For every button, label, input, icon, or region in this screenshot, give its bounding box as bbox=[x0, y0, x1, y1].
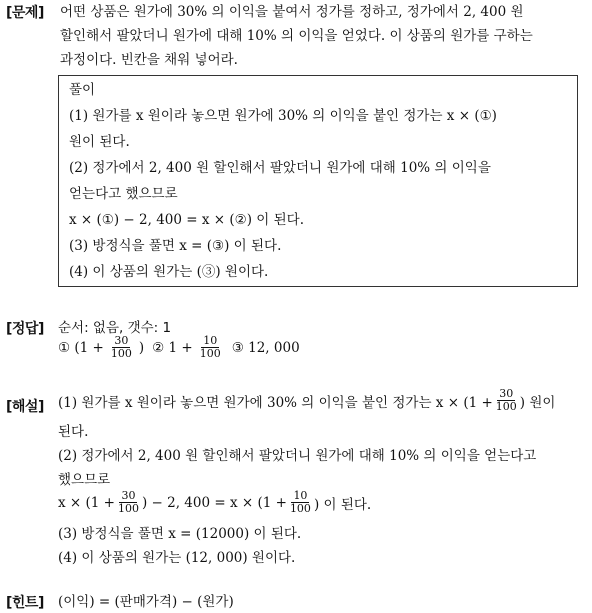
explanation-line-6: (3) 방정식을 풀면 x = (12000) 이 된다. bbox=[58, 526, 302, 542]
box-line-4: (2) 정가에서 2, 400 원 할인해서 팔았더니 원가에 대해 10% 의 이익을 bbox=[69, 160, 491, 176]
answer-1-num: 30 bbox=[114, 334, 129, 347]
answer-2-den: 100 bbox=[199, 347, 221, 360]
answer-2-pre: ② 1 + bbox=[152, 339, 193, 356]
box-line-6: x × (①) − 2, 400 = x × (②) 이 된다. bbox=[69, 212, 305, 228]
explanation-tag: [해설] bbox=[6, 399, 44, 415]
explanation-line-4: 했으므로 bbox=[58, 472, 111, 488]
explanation-line-5 bbox=[58, 490, 371, 515]
explanation-line-1-fraction bbox=[494, 388, 519, 413]
box-line-8: (4) 이 상품의 원가는 (③) 원이다. bbox=[69, 264, 269, 280]
explanation-line-1-den: 100 bbox=[495, 400, 517, 413]
answer-3: ③ 12, 000 bbox=[231, 339, 300, 356]
explanation-line-5-num-2: 10 bbox=[293, 489, 308, 502]
answer-1-den: 100 bbox=[110, 347, 132, 360]
explanation-line-5-num-1: 30 bbox=[121, 489, 136, 502]
answer-2-num: 10 bbox=[203, 334, 218, 347]
problem-line-3: 과정이다. 빈칸을 채워 넣어라. bbox=[60, 52, 238, 68]
explanation-line-5-post: ) 이 된다. bbox=[313, 496, 372, 513]
box-line-7: (3) 방정식을 풀면 x = (③) 이 된다. bbox=[69, 238, 282, 254]
answer-1-fraction bbox=[109, 335, 134, 360]
explanation-line-1-pre: (1) 원가를 x 원이라 놓으면 원가에 30% 의 이익을 붙인 정가는 x × (1 + bbox=[58, 394, 493, 411]
explanation-line-1 bbox=[58, 388, 555, 413]
answer-1-pre: ① (1 + bbox=[58, 339, 104, 356]
explanation-line-1-num: 30 bbox=[499, 387, 514, 400]
explanation-line-5-fraction-1 bbox=[116, 490, 141, 515]
answer-1-post: ) bbox=[138, 339, 145, 356]
box-line-2: (1) 원가를 x 원이라 놓으면 원가에 30% 의 이익을 붙인 정가는 x × (①) bbox=[69, 108, 497, 124]
problem-line-2: 할인해서 팔았더니 원가에 대해 10% 의 이익을 얻었다. 이 상품의 원가를 구하는 bbox=[60, 28, 533, 44]
explanation-line-5-fraction-2 bbox=[288, 490, 313, 515]
explanation-line-2: 된다. bbox=[58, 424, 89, 440]
box-line-5: 얻는다고 했으므로 bbox=[69, 186, 178, 202]
hint-text: (이익) = (판매가격) − (원가) bbox=[58, 594, 234, 610]
explanation-line-7: (4) 이 상품의 원가는 (12, 000) 원이다. bbox=[58, 550, 296, 566]
box-line-1: 풀이 bbox=[69, 82, 96, 98]
problem-tag: [문제] bbox=[6, 5, 44, 21]
explanation-line-5-den-2: 100 bbox=[289, 502, 311, 515]
box-line-3: 원이 된다. bbox=[69, 134, 130, 150]
explanation-line-5-den-1: 100 bbox=[117, 502, 139, 515]
explanation-line-3: (2) 정가에서 2, 400 원 할인해서 팔았더니 원가에 대해 10% 의 이익을 얻는다고 bbox=[58, 448, 537, 464]
answer-2-fraction bbox=[198, 335, 223, 360]
problem-line-1: 어떤 상품은 원가에 30% 의 이익을 붙여서 정가를 정하고, 정가에서 2, 400 원 bbox=[60, 4, 524, 20]
solution-box bbox=[58, 75, 578, 287]
answer-meta: 순서: 없음, 갯수: 1 bbox=[58, 320, 172, 336]
answer-tag: [정답] bbox=[6, 321, 44, 337]
explanation-line-1-post: ) 원이 bbox=[519, 394, 556, 411]
answer-values bbox=[58, 335, 300, 360]
explanation-line-5-mid: ) − 2, 400 = x × (1 + bbox=[141, 494, 287, 511]
hint-tag: [힌트] bbox=[6, 595, 44, 611]
explanation-line-5-pre: x × (1 + bbox=[58, 494, 115, 511]
